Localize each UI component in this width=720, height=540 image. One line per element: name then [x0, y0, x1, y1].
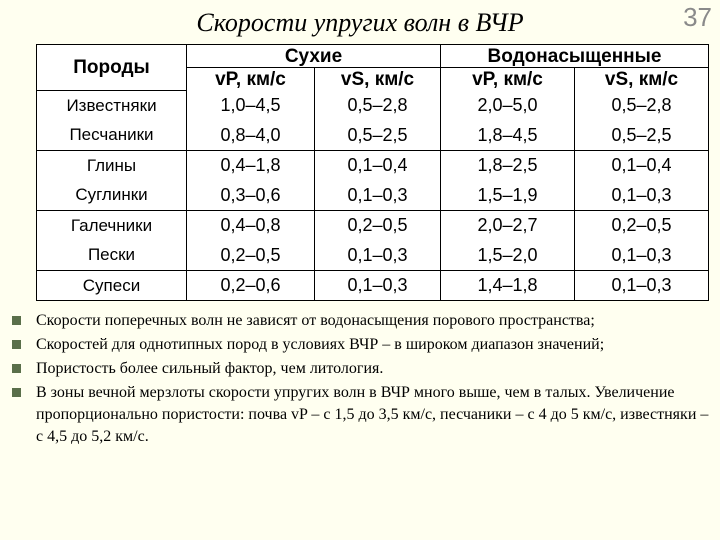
vs-dry-cell: 0,1–0,3 [315, 180, 441, 210]
vp-dry-cell: 0,3–0,6 [187, 180, 315, 210]
vs-dry-cell: 0,2–0,5 [315, 210, 441, 240]
header-vs-saturated: vS, км/с [575, 68, 709, 91]
rock-name: Глины [37, 150, 187, 180]
bullet-text: Скоростей для однотипных пород в условиях ВЧР – в широком диапазон значений; [36, 336, 605, 353]
vp-saturated-cell: 1,5–1,9 [441, 180, 575, 210]
vs-saturated-cell: 0,1–0,3 [575, 240, 709, 270]
rock-name: Суглинки [37, 180, 187, 210]
vp-dry-cell: 0,8–4,0 [187, 120, 315, 150]
vs-dry-cell: 0,1–0,3 [315, 240, 441, 270]
vp-dry-cell: 0,4–1,8 [187, 150, 315, 180]
table-row [37, 270, 709, 300]
vs-saturated-cell: 0,1–0,4 [575, 150, 709, 180]
vp-saturated-cell: 2,0–5,0 [441, 90, 575, 120]
velocity-table [36, 44, 709, 301]
vs-saturated-cell: 0,1–0,3 [575, 180, 709, 210]
vs-saturated-cell: 0,5–2,5 [575, 120, 709, 150]
bullet-list [10, 310, 710, 450]
vs-dry-cell: 0,1–0,4 [315, 150, 441, 180]
vp-saturated-cell: 1,4–1,8 [441, 270, 575, 300]
rock-name: Супеси [37, 270, 187, 300]
rock-name: Пески [37, 240, 187, 270]
bullet-item [10, 358, 710, 380]
vp-saturated-cell: 1,8–2,5 [441, 150, 575, 180]
square-bullet-icon [12, 316, 21, 325]
square-bullet-icon [12, 364, 21, 373]
square-bullet-icon [12, 340, 21, 349]
table-row [37, 90, 709, 120]
vp-dry-cell: 0,2–0,5 [187, 240, 315, 270]
header-vs-dry: vS, км/с [315, 68, 441, 91]
header-vp-saturated: vP, км/с [441, 68, 575, 91]
vp-dry-cell: 1,0–4,5 [187, 90, 315, 120]
slide-title: Скорости упругих волн в ВЧР [196, 8, 524, 37]
bullet-item [10, 310, 710, 332]
vp-saturated-cell: 2,0–2,7 [441, 210, 575, 240]
vp-dry-cell: 0,2–0,6 [187, 270, 315, 300]
bullet-text: Скорости поперечных волн не зависят от водонасыщения порового пространства; [36, 312, 595, 329]
rock-name: Известняки [37, 90, 187, 120]
bullet-item [10, 334, 710, 356]
vp-saturated-cell: 1,5–2,0 [441, 240, 575, 270]
table-row [37, 180, 709, 210]
vs-dry-cell: 0,5–2,5 [315, 120, 441, 150]
header-rocks: Породы [37, 45, 187, 91]
vp-saturated-cell: 1,8–4,5 [441, 120, 575, 150]
bullet-text: В зоны вечной мерзлоты скорости упругих волн в ВЧР много выше, чем в талых. Увеличение пропорционально пористости: почва vP – с 1,5 до 3,5 км/с, песчаники – с 4 до 5 км/с, известняки – с 4,5 до 5,2 км/с. [36, 384, 709, 445]
vs-dry-cell: 0,5–2,8 [315, 90, 441, 120]
vs-saturated-cell: 0,1–0,3 [575, 270, 709, 300]
page-number: 37 [683, 2, 712, 32]
vp-dry-cell: 0,4–0,8 [187, 210, 315, 240]
table-row [37, 210, 709, 240]
square-bullet-icon [12, 388, 21, 397]
header-dry: Сухие [187, 45, 441, 68]
table-row [37, 240, 709, 270]
table-row [37, 120, 709, 150]
rock-name: Песчаники [37, 120, 187, 150]
vs-dry-cell: 0,1–0,3 [315, 270, 441, 300]
table-row [37, 150, 709, 180]
header-vp-dry: vP, км/с [187, 68, 315, 91]
vs-saturated-cell: 0,2–0,5 [575, 210, 709, 240]
bullet-item [10, 382, 710, 448]
vs-saturated-cell: 0,5–2,8 [575, 90, 709, 120]
bullet-text: Пористость более сильный фактор, чем литология. [36, 360, 384, 377]
rock-name: Галечники [37, 210, 187, 240]
header-saturated: Водонасыщенные [441, 45, 709, 68]
